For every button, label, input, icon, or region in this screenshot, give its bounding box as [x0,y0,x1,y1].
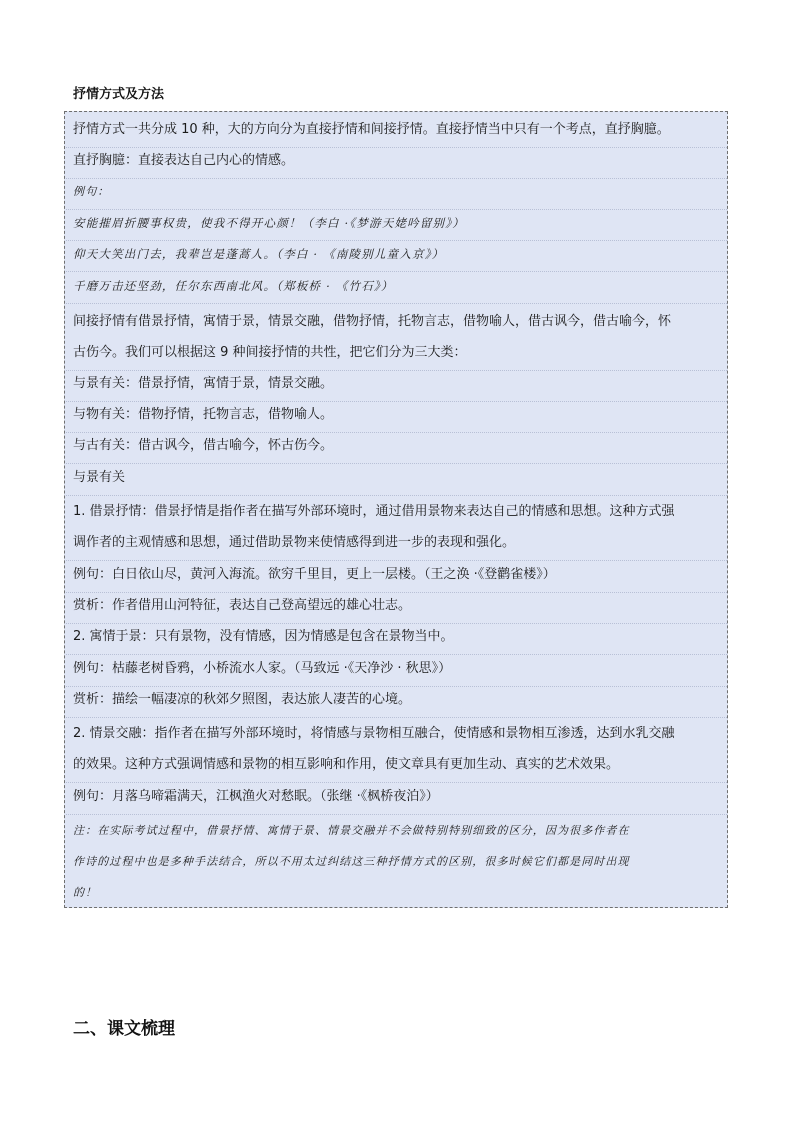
text-line: 与古有关：借古讽今，借古喻今，怀古伤今。 [73,437,723,455]
text-line: 例句：月落乌啼霜满天，江枫渔火对愁眠。（张继 ·《枫桥夜泊》） [73,788,723,806]
text-line: 间接抒情有借景抒情，寓情于景，情景交融，借物抒情，托物言志，借物喻人，借古讽今，借古喻今，怀 [73,314,672,329]
text-line: 与物有关：借物抒情，托物言志，借物喻人。 [73,406,723,424]
text-line: 直抒胸臆：直接表达自己内心的情感。 [73,152,723,170]
text-line: 仰天大笑出门去，我辈岂是蓬蒿人。（李白 · 《南陵别儿童入京》） [73,245,723,263]
text-line: 调作者的主观情感和思想，通过借助景物来使情感得到进一步的表现和强化。 [73,534,723,552]
text-line: 1. 借景抒情：借景抒情是指作者在描写外部环境时，通过借用景物来表达自己的情感和思想。这种方式强 [73,504,675,519]
text-line: 赏析：作者借用山河特征，表达自己登高望远的雄心壮志。 [73,597,723,615]
text-line: 的效果。这种方式强调情感和景物的相互影响和作用，使文章具有更加生动、真实的艺术效果。 [73,756,723,774]
text-line: 赏析：描绘一幅凄凉的秋郊夕照图，表达旅人凄苦的心境。 [73,691,723,709]
text-line: 例句：白日依山尽，黄河入海流。欲穷千里目，更上一层楼。（王之涣 ·《登鹳雀楼》） [73,566,723,584]
text-line: 抒情方式一共分成 10 种，大的方向分为直接抒情和间接抒情。直接抒情当中只有一个考点，直抒胸臆。 [73,121,723,139]
text-line: 安能摧眉折腰事权贵，使我不得开心颜！（李白 ·《梦游天姥吟留别》） [73,214,723,232]
section-title: 二、课文梳理 [73,1019,175,1039]
text-line: 例句：枯藤老树昏鸦，小桥流水人家。（马致远 ·《天净沙 · 秋思》） [73,660,723,678]
section-heading: 抒情方式及方法 [73,87,165,102]
text-line: 千磨万击还坚劲，任尔东西南北风。（郑板桥 · 《竹石》） [73,277,723,295]
text-line: 例句： [73,183,723,201]
note-line: 的！ [73,886,98,899]
text-line: 与景有关 [73,469,723,487]
note-line: 作诗的过程中也是多种手法结合，所以不用太过纠结这三种抒情方式的区别，很多时候它们都是同时出现 [73,855,630,868]
note-line: 注：在实际考试过程中，借景抒情、寓情于景、情景交融并不会做特别特别细致的区分，因为很多作者在 [73,824,630,837]
text-line: 与景有关：借景抒情，寓情于景，情景交融。 [73,375,723,393]
text-line: 古伤今。我们可以根据这 9 种间接抒情的共性，把它们分为三大类： [73,344,723,362]
text-line: 2. 寓情于景：只有景物，没有情感，因为情感是包含在景物当中。 [73,628,723,646]
text-line: 2. 情景交融：指作者在描写外部环境时，将情感与景物相互融合，使情感和景物相互渗透，达到水乳交融 [73,726,675,741]
